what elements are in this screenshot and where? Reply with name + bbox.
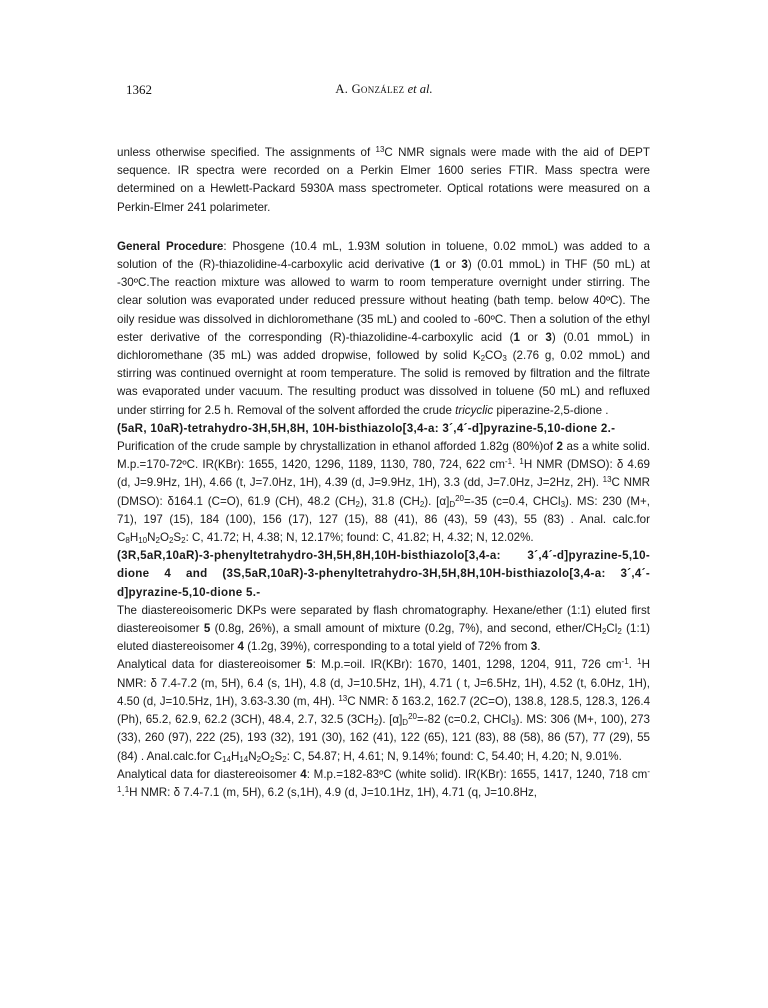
general-procedure-label: General Procedure (117, 239, 224, 253)
running-head (0, 82, 768, 97)
body-text (117, 144, 650, 802)
page-header (0, 82, 768, 102)
running-head-etal: et al. (407, 82, 433, 96)
page-number: 1362 (126, 82, 152, 97)
compounds-4-5-heading: (3R,5aR,10aR)-3-phenyltetrahydro-3H,5H,8H,10H-bisthiazolo[3,4-a: 3´,4´-d]pyrazine-5,10-dione 4 and (3S,5aR,10aR)-3-phenyltetrahydro-3H,5H,8H,10H-bisthiazolo[3,4-a: 3´,4´-d]pyrazine-5,10-dione 5.- (117, 549, 651, 599)
paragraph-diastereoisomer-4: Analytical data for diastereoisomer 4: M.p.=182-83ºC (white solid). IR(KBr): 1655, 1417, 1240, 718 $cm^{-1}.^1H$ NMR: δ 7.4-7.1 (m, 5H), 6.2 (s,1H), 4.9 (d, J=10.1Hz, 1H), 4.71 (q, J=10.8Hz, (117, 766, 650, 799)
paragraph-separation: The diastereoisomeric DKPs were separated by flash chromatography. Hexane/ether (1:1) eluted first diastereoisomer 5 (0.8g, 26%), a small amount of mixture (0.2g, 7%), and second, ether/$CH_2Cl_2$ (1:1) eluted diastereoisomer 4 (1.2g, 39%), corresponding to a total yield of 72% from 3. (117, 603, 651, 654)
paragraph-diastereoisomer-5: Analytical data for diastereoisomer 5: M.p.=oil. IR(KBr): 1670, 1401, 1298, 1204, 911, 726 $cm^{-1}$. $^1$H NMR: δ 7.4-7.2 (m, 5H), 6.4 (s, 1H), 4.8 (d, J=10.5Hz, 1H), 4.71 ( t, J=6.5Hz, 1H), 4.52 (t, 6.0Hz, 1H), 4.50 (d, J=10.5Hz, 1H), 3.63-3.30 (m, 4H). $^{13}$C NMR: δ 163.2, 162.7 (2C=O), 138.8, 128.5, 128.3, 126.4 (Ph), 65.2, 62.9, 62.2 (3CH), 48.4, 2.7, 32.5 $(3CH_2)$. $[\alpha]_D^{20}=-82$ (c=0.2, CHCl$_3$). MS: 306 (M+, 100), 273 (33), 260 (97), 222 (25), 193 (32), 191 (30), 162 (41), 122 (65), 121 (83), 88 (58), 86 (57), 77 (29), 55 (84) . Anal.calc.for $C_{14}H_{14}N_2O_2S_2$: C, 54.87; H, 4.61; N, 9.14%; found: C, 54.40; H, 4.20; N, 9.01%. (117, 657, 651, 764)
compound-2-heading: (5aR, 10aR)-tetrahydro-3H,5H,8H, 10H-bisthiazolo[3,4-a: 3´,4´-d]pyrazine-5,10-dione 2.- (117, 421, 616, 435)
paragraph-compound-2: Purification of the crude sample by chrystallization in ethanol afforded 1.82g (80%)of 2 as a white solid. M.p.=170-72ºC. IR(KBr): 1655, 1420, 1296, 1189, 1130, 780, 724, 622 $cm^{-1}$. $^1$H NMR (DMSO): δ 4.69 (d, J=9.9Hz, 1H), 4.66 (t, J=7.0Hz, 1H), 4.39 (d, J=9.9Hz, 1H), 3.3 (dd, J=7.0Hz, J=2Hz, 2H). $^{13}$C NMR (DMSO): δ164.1 (C=O), 61.9 (CH), 48.2 $(CH_2)$, 31.8 $(CH_2)$. $[\alpha]_D^{20}=-35$ (c=0.4, CHCl$_3$). MS: 230 (M+, 71), 197 (15), 184 (100), 156 (17), 127 (15), 88 (41), 86 (43), 59 (43), 55 (83) . Anal. calc.for $C_8H_{10}N_2O_2S_2$: C, 41.72; H, 4.38; N, 12.17%; found: C, 41.82; H, 4.32; N, 12.02%. (117, 440, 650, 546)
paragraph-general-procedure: General Procedure: Phosgene (10.4 mL, 1.93M solution in toluene, 0.02 mmoL) was added to a solution of the (R)-thiazolidine-4-carboxylic acid derivative (1 or 3) (0.01 mmoL) in THF (50 mL) at -30ºC.The reaction mixture was allowed to warm to room temperature overnight under stirring. The clear solution was evaporated under reduced pressure without heating (bath temp. below 40ºC). The oily residue was dissolved in dichloromethane (35 mL) and cooled to -60ºC. Then a solution of the ethyl ester derivative of the corresponding (R)-thiazolidine-4-carboxylic acid (1 or 3) (0.01 mmoL) in dichloromethane (35 mL) was added dropwise, followed by solid $K_2CO_3$ (2.76 g, 0.02 mmoL) and stirring was continued overnight at room temperature. The solid is removed by filtration and the filtrate was evaporated under vacuum. The resulting product was dissolved in toluene (50 mL) and refluxed under stirring for 2.5 h. Removal of the solvent afforded the crude tricyclic piperazine-2,5-dione . (117, 239, 651, 417)
paragraph-methods: unless otherwise specified. The assignments of $^{13}$C NMR signals were made with the aid of DEPT sequence. IR spectra were recorded on a Perkin Elmer 1600 series FTIR. Mass spectra were determined on a Hewlett-Packard 5930A mass spectrometer. Optical rotations were measured on a Perkin-Elmer 241 polarimeter. (117, 145, 650, 214)
running-head-author: A. González (335, 82, 405, 96)
